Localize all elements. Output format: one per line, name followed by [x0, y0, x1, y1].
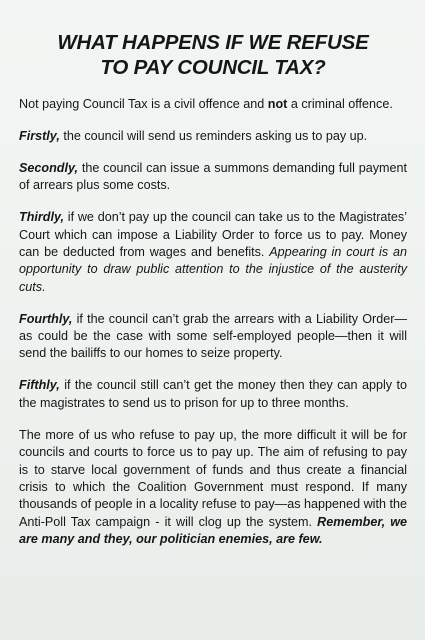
secondly-paragraph [19, 160, 407, 195]
intro-text: Not paying Council Tax is a civil offence and [19, 97, 268, 111]
intro-paragraph [19, 96, 407, 113]
firstly-paragraph [19, 128, 407, 145]
closing-text: The more of us who refuse to pay up, the more difficult it will be for councils and courts to force us to pay up. The aim of refusing to pay is to starve local government of funds and thus create a financial crisis to which the Coalition Government must respond. If many thousands of people in a locality refuse to pay—as happened with the Anti-Poll Tax campaign - it will clog up the system. [19, 427, 407, 529]
fifthly-lead: Fifthly, [19, 378, 60, 393]
firstly-text: the council will send us reminders asking us to pay up. [59, 128, 368, 143]
closing-slogan: Remember, we are many and they, our politician enemies, are few [19, 514, 408, 547]
thirdly-italic-note: Appearing in court is an opportunity to draw public attention to the injustice of the austerity cuts. [19, 244, 407, 294]
closing-paragraph [19, 427, 407, 549]
firstly-lead: Firstly, [19, 128, 60, 143]
secondly-lead: Secondly, [19, 160, 79, 175]
fourthly-paragraph [19, 311, 407, 363]
fourthly-text: if the council can’t grab the arrears with a Liability Order—as could be the case with some self-employed people—then it will send the bailiffs to our homes to seize property. [19, 311, 407, 361]
secondly-text: the council can issue a summons demanding full payment of arrears plus some costs. [19, 160, 407, 193]
title-line-2: TO PAY COUNCIL TAX? [100, 56, 326, 79]
intro-text-end: a criminal offence. [287, 97, 393, 111]
thirdly-text: if we don’t pay up the council can take us to the Magistrates’ Court which can impose a Liability Order to force us to pay. Money can be deducted from wages and benefits. [19, 210, 407, 259]
fifthly-text: if the council still can’t get the money then they can apply to the magistrates to send us to prison for up to three months. [19, 378, 407, 410]
fourthly-lead: Fourthly, [19, 311, 73, 326]
thirdly-lead: Thirdly, [19, 210, 65, 225]
title-line-1: WHAT HAPPENS IF WE REFUSE [57, 31, 369, 54]
thirdly-paragraph [19, 209, 407, 296]
closing-period: . [319, 532, 323, 547]
fifthly-paragraph [19, 377, 407, 412]
page-title [19, 30, 407, 80]
intro-emphasis: not [267, 97, 288, 111]
